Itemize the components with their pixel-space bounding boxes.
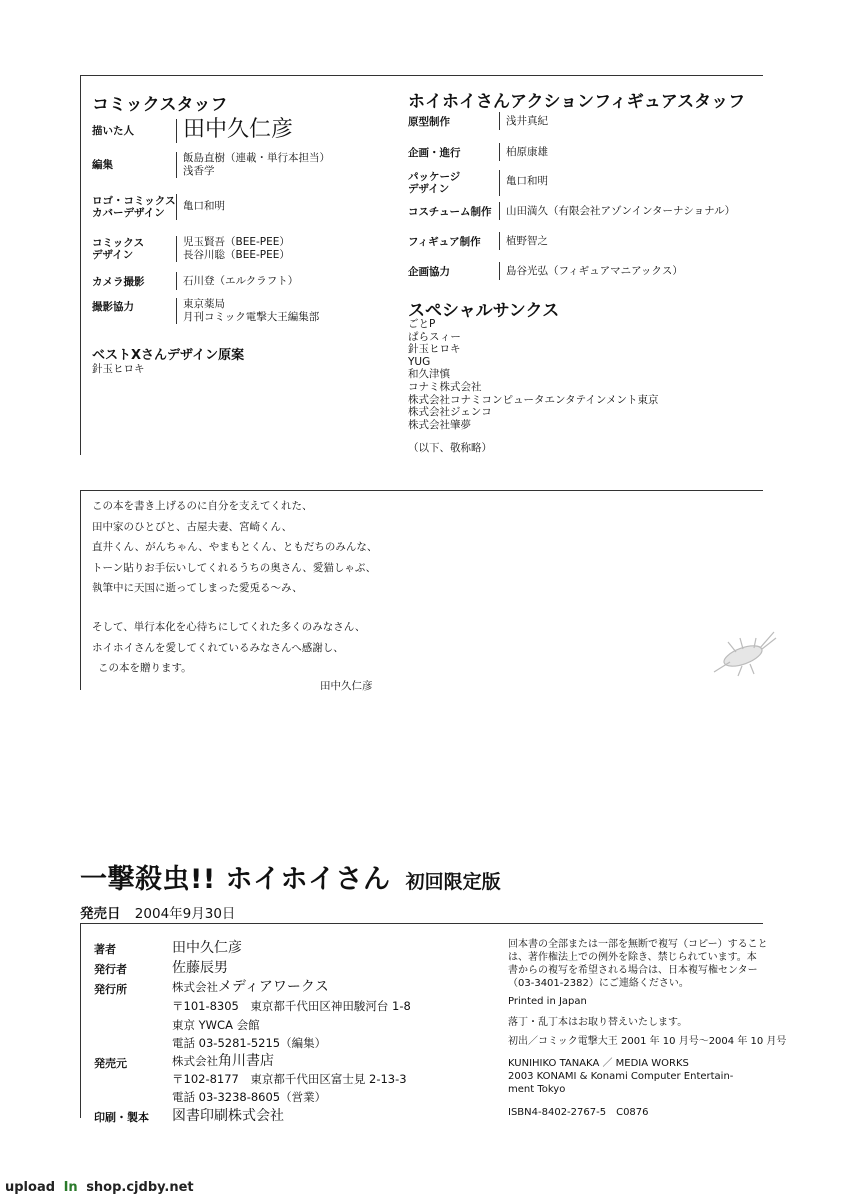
staff-value-design2: 長谷川聡（BEE-PEE） xyxy=(183,249,290,261)
divider xyxy=(499,143,500,161)
copy-notice-line: 回本書の全部または一部を無断で複写（コピー）すること xyxy=(508,939,768,950)
divider xyxy=(176,298,177,324)
special-thanks-heading: スペシャルサンクス xyxy=(408,301,560,321)
printed-in: Printed in Japan xyxy=(508,996,587,1007)
replace-note: 落丁・乱丁本はお取り替えいたします。 xyxy=(508,1017,688,1028)
message-line: そして、単行本化を心待ちにしてくれた多くのみなさん、 xyxy=(92,621,366,633)
special-thanks-list xyxy=(408,318,659,431)
staff-value-logo: 亀口和明 xyxy=(183,200,225,212)
fig-value-coop: 島谷光弘（フィギュアマニアックス） xyxy=(506,265,683,277)
staff-label-logo2: カバーデザイン xyxy=(92,207,165,219)
cockroach-icon xyxy=(708,628,778,678)
seller-value xyxy=(172,1050,274,1070)
message-signature: 田中久仁彦 xyxy=(320,680,373,692)
publisher-person-value: 佐藤辰男 xyxy=(172,960,228,976)
staff-label-design2: デザイン xyxy=(92,249,134,261)
fig-label-figure: フィギュア制作 xyxy=(408,236,481,248)
thanks-item: ごとP xyxy=(408,318,436,330)
message-block-2 xyxy=(92,617,365,679)
release-label: 発売日 xyxy=(80,906,121,922)
divider xyxy=(176,119,177,143)
fig-label-package2: デザイン xyxy=(408,183,450,195)
top-rule xyxy=(80,75,763,76)
staff-value-cooperation: 東京薬局 xyxy=(183,298,225,310)
staff-label-artist: 描いた人 xyxy=(92,125,134,137)
message-line: この本を贈ります。 xyxy=(98,662,192,674)
copy-notice-line: 書からの複写を希望される場合は、日本複写権センター xyxy=(508,965,758,976)
message-top-rule xyxy=(80,490,763,491)
seller-label: 発売元 xyxy=(94,1057,127,1070)
divider xyxy=(176,236,177,262)
seller-address: 〒102-8177 東京都千代田区富士見 2-13-3 xyxy=(172,1072,407,1086)
publisher-prefix: 株式会社 xyxy=(172,980,218,994)
book-title-main: 一撃殺虫!! ホイホイさん xyxy=(80,864,391,895)
footer-upload: upload xyxy=(5,1180,56,1195)
staff-value-cooperation2: 月刊コミック電撃大王編集部 xyxy=(183,311,320,323)
divider xyxy=(499,232,500,250)
divider xyxy=(176,194,177,220)
divider xyxy=(176,152,177,178)
staff-value-design: 児玉賢吾（BEE-PEE） xyxy=(183,236,290,248)
colophon-rule xyxy=(80,923,763,924)
message-left-rule xyxy=(80,490,81,690)
publisher-address-2: 東京 YWCA 会館 xyxy=(172,1018,260,1032)
fig-value-costume: 山田満久（有限会社アゾンインターナショナル） xyxy=(506,205,736,217)
fig-label-package: パッケージ xyxy=(408,171,461,183)
copy-notice-line: （03-3401-2382）にご連絡ください。 xyxy=(508,978,689,989)
seller-name: 角川書店 xyxy=(218,1053,274,1069)
comic-staff-heading: コミックスタッフ xyxy=(92,95,228,115)
isbn: ISBN4-8402-2767-5 C0876 xyxy=(508,1107,649,1118)
thanks-item: 針玉ヒロキ xyxy=(408,343,461,356)
staff-label-logo: ロゴ・コミックス xyxy=(92,195,176,207)
publisher-tel: 電話 03-5281-5215（編集） xyxy=(172,1036,327,1050)
fig-value-figure: 植野智之 xyxy=(506,235,548,247)
publisher-label: 発行所 xyxy=(94,983,127,996)
publisher-value xyxy=(172,976,329,996)
first-pub: 初出／コミック電撃大王 2001 年 10 月号～2004 年 10 月号 xyxy=(508,1036,787,1047)
release-value: 2004年9月30日 xyxy=(134,906,236,922)
staff-value-editor2: 浅香学 xyxy=(183,165,215,177)
footer-in: In xyxy=(63,1180,78,1195)
fig-label-coop: 企画協力 xyxy=(408,266,450,278)
seller-tel: 電話 03-3238-8605（営業） xyxy=(172,1090,327,1104)
divider xyxy=(499,112,500,130)
staff-value-camera: 石川登（エルクラフト） xyxy=(183,275,299,287)
figure-staff-heading: ホイホイさんアクションフィギュアスタッフ xyxy=(408,92,746,112)
divider xyxy=(499,202,500,220)
message-line: この本を書き上げるのに自分を支えてくれた、 xyxy=(92,500,313,512)
colophon-left-rule xyxy=(80,923,81,1118)
staff-label-design: コミックス xyxy=(92,237,145,249)
top-left-rule xyxy=(80,75,81,455)
staff-label-editor: 編集 xyxy=(92,159,113,171)
fig-label-planning: 企画・進行 xyxy=(408,147,461,159)
author-label: 著者 xyxy=(94,943,116,956)
footer-site[interactable]: shop.cjdby.net xyxy=(86,1180,194,1195)
thanks-item: コナミ株式会社 xyxy=(408,380,482,393)
staff-label-camera: カメラ撮影 xyxy=(92,276,145,288)
fig-value-planning: 柏原康雄 xyxy=(506,146,548,158)
staff-value-artist: 田中久仁彦 xyxy=(183,117,294,142)
divider xyxy=(499,170,500,196)
fig-label-prototype: 原型制作 xyxy=(408,116,450,128)
author-value: 田中久仁彦 xyxy=(172,940,242,956)
book-title-edition: 初回限定版 xyxy=(405,871,501,893)
publisher-address: 〒101-8305 東京都千代田区神田駿河台 1-8 xyxy=(172,999,411,1013)
thanks-item: YUG xyxy=(408,355,431,368)
divider xyxy=(499,262,500,280)
footer-watermark xyxy=(5,1180,194,1195)
message-line: 田中家のひとびと、古屋夫妻、宮崎くん、 xyxy=(92,520,293,533)
staff-value-editor: 飯島直樹（連載・単行本担当） xyxy=(183,152,330,164)
thanks-item: 株式会社コナミコンピュータエンタテインメント東京 xyxy=(408,393,659,406)
printer-label: 印刷・製本 xyxy=(94,1111,149,1124)
copy-notice-line: は、著作権法上での例外を除き、禁じられています。本 xyxy=(508,952,757,963)
message-line: 直井くん、がんちゃん、やまもとくん、ともだちのみんな、 xyxy=(92,541,378,553)
copyright-2: 2003 KONAMI & Konami Computer Entertain- xyxy=(508,1071,734,1082)
seller-prefix: 株式会社 xyxy=(172,1054,218,1068)
message-line: ホイホイさんを愛してくれているみなさんへ感謝し、 xyxy=(92,641,344,654)
best-x-value: 針玉ヒロキ xyxy=(92,363,145,375)
copyright-3: ment Tokyo xyxy=(508,1084,566,1095)
thanks-item: 株式会社肇夢 xyxy=(408,418,471,431)
message-line: トーン貼りお手伝いしてくれるうちの奥さん、愛猫しゃぶ、 xyxy=(92,561,377,574)
book-title xyxy=(80,857,501,896)
best-x-heading: ベストXさんデザイン原案 xyxy=(92,348,245,363)
copy-notice xyxy=(508,938,768,990)
staff-label-cooperation: 撮影協力 xyxy=(92,301,134,313)
copyright-1: KUNIHIKO TANAKA ／ MEDIA WORKS xyxy=(508,1058,689,1069)
thanks-item: ぱらスィー xyxy=(408,330,461,343)
divider xyxy=(176,272,177,290)
message-block xyxy=(92,496,377,599)
release-date xyxy=(80,902,235,922)
publisher-name: メディアワークス xyxy=(218,979,329,995)
fig-value-package: 亀口和明 xyxy=(506,175,548,187)
thanks-item: 和久津慎 xyxy=(408,368,450,381)
fig-label-costume: コスチューム制作 xyxy=(408,206,492,218)
special-thanks-note: （以下、敬称略） xyxy=(408,442,492,454)
thanks-item: 株式会社ジェンコ xyxy=(408,406,492,419)
fig-value-prototype: 浅井真紀 xyxy=(506,115,548,127)
printer-value: 図書印刷株式会社 xyxy=(172,1108,284,1124)
message-line: 執筆中に天国に逝ってしまった愛兎る～み、 xyxy=(92,582,303,594)
publisher-person-label: 発行者 xyxy=(94,963,127,976)
